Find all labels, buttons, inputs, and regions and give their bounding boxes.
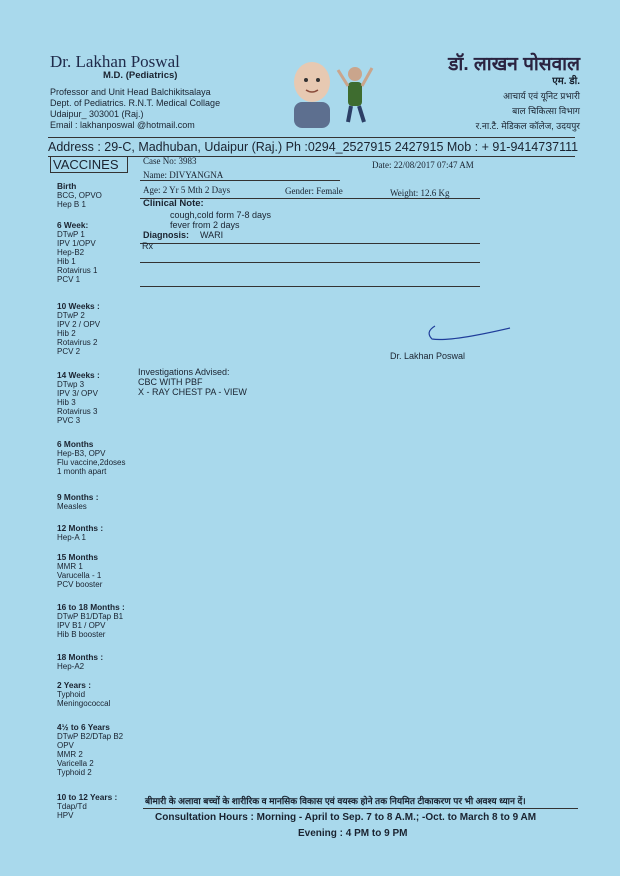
vaccine-item: HPV bbox=[57, 811, 74, 820]
patient-gender: Gender: Female bbox=[285, 186, 343, 196]
vaccine-item: 1 month apart bbox=[57, 467, 107, 476]
vaccine-group bbox=[57, 221, 97, 284]
vaccine-item: Rotavirus 1 bbox=[57, 266, 98, 275]
investigation-line-1: CBC WITH PBF bbox=[138, 377, 203, 387]
header-line-2: Dept. of Pediatrics. R.N.T. Medical Collage bbox=[50, 98, 221, 108]
divider bbox=[140, 262, 480, 263]
doctor-name-hindi: डॉ. लाखन पोसवाल bbox=[448, 54, 580, 75]
vaccine-item: Hib 2 bbox=[57, 329, 76, 338]
vaccine-item: Typhoid 2 bbox=[57, 768, 92, 777]
doctor-name: Dr. Lakhan Poswal bbox=[50, 52, 180, 71]
vaccine-group-label: 6 Months bbox=[57, 439, 94, 449]
vaccine-group bbox=[57, 793, 117, 820]
vaccine-item: MMR 2 bbox=[57, 750, 83, 759]
header-line-1: Professor and Unit Head Balchikitsalaya bbox=[50, 87, 211, 97]
vaccine-item: PCV 2 bbox=[57, 347, 81, 356]
vaccine-item: Varucella - 1 bbox=[57, 571, 102, 580]
vaccine-group bbox=[57, 681, 110, 708]
vaccine-item: IPV B1 / OPV bbox=[57, 621, 106, 630]
vaccine-item: Flu vaccine,2doses bbox=[57, 458, 126, 467]
vaccine-group-label: 10 Weeks : bbox=[57, 301, 100, 311]
vaccine-item: Hib 1 bbox=[57, 257, 76, 266]
vaccine-item: IPV 1/OPV bbox=[57, 239, 96, 248]
vaccine-group bbox=[57, 603, 125, 639]
children-illustration bbox=[280, 52, 395, 134]
vaccine-item: Hep-A 1 bbox=[57, 533, 86, 542]
vaccine-group-label: 6 Week: bbox=[57, 220, 89, 230]
case-number: Case No: 3983 bbox=[143, 156, 197, 166]
vaccine-item: DTwP 2 bbox=[57, 311, 85, 320]
doctor-degree: M.D. (Pediatrics) bbox=[103, 70, 178, 81]
vaccine-group-label: 14 Weeks : bbox=[57, 370, 100, 380]
vaccine-item: Meningococcal bbox=[57, 699, 111, 708]
address-bar: Address : 29-C, Madhuban, Udaipur (Raj.) Ph :0294_2527915 2427915 Mob : + 91-9414737111 bbox=[48, 137, 575, 157]
vaccine-group bbox=[57, 653, 103, 671]
signature-name: Dr. Lakhan Poswal bbox=[390, 351, 466, 361]
vaccine-item: DTwP B2/DTap B2 bbox=[57, 732, 124, 741]
patient-age: Age: 2 Yr 5 Mth 2 Days bbox=[143, 185, 231, 195]
vaccine-item: Hep B 1 bbox=[57, 200, 86, 209]
vaccine-item: Hep-B2 bbox=[57, 248, 85, 257]
vaccine-item: PCV 1 bbox=[57, 275, 81, 284]
vaccine-group-label: 15 Months bbox=[57, 552, 99, 562]
vaccine-group-label: 10 to 12 Years : bbox=[57, 792, 118, 802]
header-email: Email : lakhanposwal @hotmail.com bbox=[50, 120, 195, 130]
rx-symbol: Rx bbox=[142, 241, 153, 251]
vaccine-item: DTwP B1/DTap B1 bbox=[57, 612, 124, 621]
diagnosis-label: Diagnosis: bbox=[143, 230, 190, 240]
divider bbox=[140, 286, 480, 287]
vaccine-group bbox=[57, 723, 123, 777]
vaccine-item: Hib 3 bbox=[57, 398, 76, 407]
header-hindi-line-2: बाल चिकित्सा विभाग bbox=[512, 106, 580, 116]
vaccine-item: Hep-A2 bbox=[57, 662, 85, 671]
vaccine-group-label: Birth bbox=[57, 181, 77, 191]
vaccine-group-label: 16 to 18 Months : bbox=[57, 602, 125, 612]
vaccine-item: Measles bbox=[57, 502, 87, 511]
vaccine-group bbox=[57, 553, 102, 589]
header-hindi-line-3: र.ना.टै. मेडिकल कॉलेज, उदयपुर bbox=[475, 121, 580, 131]
patient-weight: Weight: 12.6 Kg bbox=[390, 188, 450, 198]
clinical-note-line-1: cough,cold form 7-8 days bbox=[170, 210, 272, 220]
vaccine-group-label: 18 Months : bbox=[57, 652, 104, 662]
footer-divider bbox=[143, 808, 578, 809]
vaccine-item: Varicella 2 bbox=[57, 759, 94, 768]
vaccine-group bbox=[57, 493, 98, 511]
vaccine-group bbox=[57, 302, 100, 356]
vaccine-item: OPV bbox=[57, 741, 74, 750]
divider bbox=[140, 180, 340, 181]
vaccine-item: IPV 2 / OPV bbox=[57, 320, 101, 329]
consultation-hours: Consultation Hours : Morning - April to Sep. 7 to 8 A.M.; -Oct. to March 8 to 9 AM bbox=[155, 812, 537, 823]
signature-scribble bbox=[420, 322, 520, 347]
evening-hours: Evening : 4 PM to 9 PM bbox=[298, 828, 408, 839]
vaccine-item: IPV 3/ OPV bbox=[57, 389, 98, 398]
vaccine-item: Tdap/Td bbox=[57, 802, 87, 811]
vaccine-item: Rotavirus 3 bbox=[57, 407, 98, 416]
investigation-line-2: X - RAY CHEST PA - VIEW bbox=[138, 387, 247, 397]
vaccine-group bbox=[57, 440, 125, 476]
vaccine-item: DTwP 1 bbox=[57, 230, 85, 239]
clinical-note-line-2: fever from 2 days bbox=[170, 220, 240, 230]
visit-date: Date: 22/08/2017 07:47 AM bbox=[372, 160, 474, 170]
vaccine-group bbox=[57, 524, 103, 542]
vaccine-item: PVC 3 bbox=[57, 416, 81, 425]
investigations-heading: Investigations Advised: bbox=[138, 367, 230, 377]
vaccine-group bbox=[57, 182, 102, 209]
vaccine-group-label: 4½ to 6 Years bbox=[57, 722, 110, 732]
header-line-3: Udaipur_ 303001 (Raj.) bbox=[50, 109, 144, 119]
vaccine-group-label: 2 Years : bbox=[57, 680, 91, 690]
vaccine-group bbox=[57, 371, 100, 425]
degree-hindi: एम. डी. bbox=[552, 76, 580, 87]
vaccine-item: DTwp 3 bbox=[57, 380, 85, 389]
divider bbox=[140, 243, 480, 244]
clinical-note-heading: Clinical Note: bbox=[143, 198, 204, 209]
vaccines-title: VACCINES bbox=[50, 156, 128, 173]
vaccine-item: Typhoid bbox=[57, 690, 86, 699]
vaccine-item: MMR 1 bbox=[57, 562, 83, 571]
patient-name: Name: DIVYANGNA bbox=[143, 170, 224, 180]
footer-hindi-note: बीमारी के अलावा बच्चों के शारीरिक व मानसिक विकास एवं वयस्क होने तक नियमित टीकाकरण पर भी अवश्य ध्यान दें। bbox=[145, 796, 526, 806]
vaccine-item: Hep-B3, OPV bbox=[57, 449, 106, 458]
header-hindi-line-1: आचार्य एवं यूनिट प्रभारी bbox=[503, 91, 580, 101]
vaccine-item: Hib B booster bbox=[57, 630, 106, 639]
vaccine-item: Rotavirus 2 bbox=[57, 338, 98, 347]
vaccine-item: BCG, OPVO bbox=[57, 191, 102, 200]
vaccine-item: PCV booster bbox=[57, 580, 103, 589]
diagnosis-value: WARI bbox=[200, 230, 224, 240]
vaccine-group-label: 12 Months : bbox=[57, 523, 104, 533]
vaccine-group-label: 9 Months : bbox=[57, 492, 99, 502]
